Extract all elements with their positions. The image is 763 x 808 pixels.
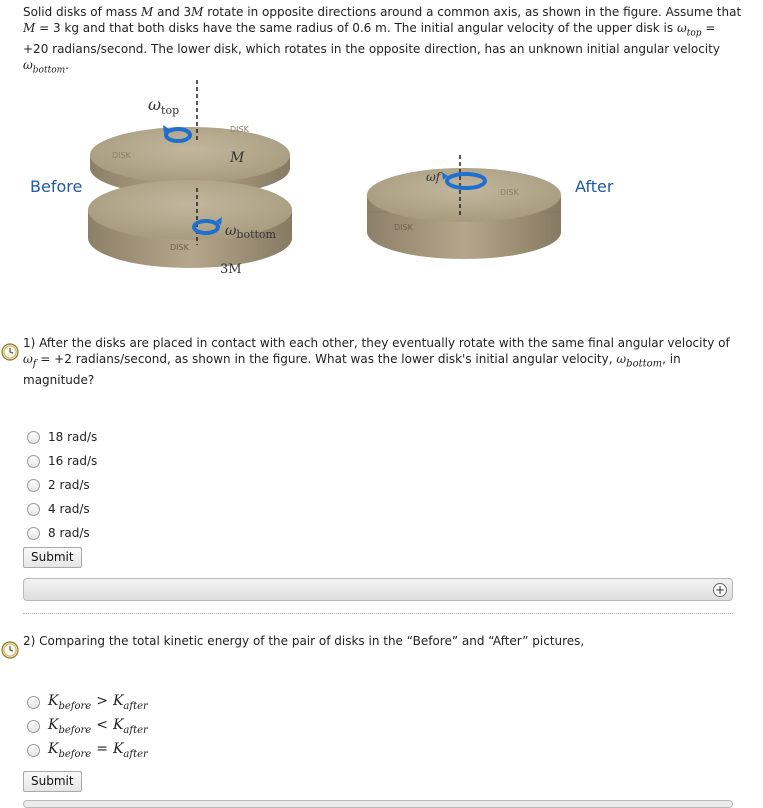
omega-bottom-symbol: $\omega_{bottom}$ (616, 352, 663, 370)
hint-bar[interactable] (23, 578, 733, 601)
before-label: Before (30, 177, 83, 196)
omega-top-symbol: $\omega_{top}$ (676, 21, 702, 39)
radio-button[interactable] (27, 431, 40, 444)
after-disks (367, 168, 561, 259)
radio-button[interactable] (27, 455, 40, 468)
hint-bar-2[interactable] (23, 800, 733, 808)
clock-icon (1, 343, 19, 361)
radio-button[interactable] (27, 696, 40, 709)
mass-top-label: M (230, 150, 245, 166)
question-1: 1) After the disks are placed in contact with each other, they eventually rotate with the same final angular velocity of $\omega_f = +2$ radians/second, as shown in the figure. What was the lower disk's initial angular velocity, $\omega_{bottom}$, in magnitude? (23, 336, 730, 388)
radio-button[interactable] (27, 503, 40, 516)
problem-intro: Solid disks of mass M and 3M rotate in opposite directions around a common axis, as shown in the figure. Assume that M = 3 kg and that both disks have the same radius of 0.6 m. The initial angular velocity of the upper disk is $\omega_{top} = +20$ radians/second. The lower disk, which rotates in the opposite direction, has an unknown initial angular velocity $\omega_{bottom}$. (23, 5, 742, 76)
omega-f-symbol: $\omega_f$ (23, 352, 37, 370)
svg-text:DISK: DISK (170, 243, 189, 252)
q2-submit-button[interactable]: Submit (23, 771, 82, 792)
q1-option[interactable]: 2 rad/s (27, 473, 97, 497)
radio-button[interactable] (27, 527, 40, 540)
after-label: After (575, 177, 614, 196)
q1-option[interactable]: 16 rad/s (27, 449, 97, 473)
q2-option[interactable]: $K_{before} > K_{after}$ (27, 690, 148, 714)
q1-options (27, 425, 97, 545)
radio-button[interactable] (27, 720, 40, 733)
omega-bottom-symbol: $\omega_{bottom}$ (23, 58, 66, 76)
q1-submit-button[interactable]: Submit (23, 547, 82, 568)
clock-icon (1, 641, 19, 659)
disks-figure (20, 80, 720, 290)
omega-top-label: $\omega_{top}$ (148, 95, 180, 117)
q2-options (27, 690, 148, 762)
omega-f-label: ωf (426, 170, 441, 184)
expand-plus-icon[interactable]: + (714, 583, 726, 597)
disk-label-text: DISK (230, 125, 249, 134)
q1-option[interactable]: 18 rad/s (27, 425, 97, 449)
question-2: 2) Comparing the total kinetic energy of the pair of disks in the “Before” and “After” pictures, (23, 634, 585, 648)
svg-text:DISK: DISK (500, 188, 519, 197)
q1-option[interactable]: 8 rad/s (27, 521, 97, 545)
radio-button[interactable] (27, 744, 40, 757)
radio-button[interactable] (27, 479, 40, 492)
omega-bottom-label: $\omega_{bottom}$ (225, 223, 276, 241)
svg-text:DISK: DISK (112, 151, 131, 160)
q2-option[interactable]: $K_{before} < K_{after}$ (27, 714, 148, 738)
mass-bottom-label: 3M (220, 262, 242, 277)
q1-option[interactable]: 4 rad/s (27, 497, 97, 521)
divider (23, 613, 733, 614)
q2-option[interactable]: $K_{before} = K_{after}$ (27, 738, 148, 762)
svg-text:DISK: DISK (394, 223, 413, 232)
